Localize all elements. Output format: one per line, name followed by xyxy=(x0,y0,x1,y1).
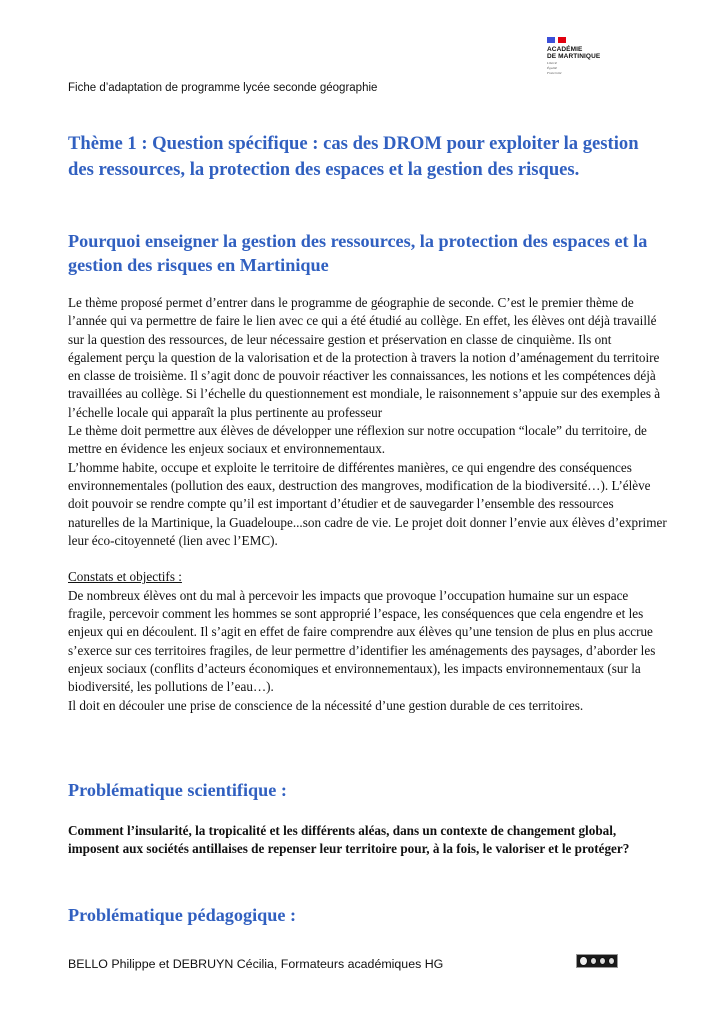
paragraph: De nombreux élèves ont du mal à percevoir les impacts que provoque l’occupation humaine sur un espace fragile, percevoir comment les hommes se sont approprié l’espace, les conséquences que cela engendre et les enjeux qui en découlent. Il s’agit en effet de faire comprendre aux élèves qu’une tension de plus en plus accrue s’exerce sur ces territoires fragiles, de leur permettre d’identifier les aménagements des paysages, d’aborder les enjeux sociaux (conflits d’acteurs économiques et environnementaux), les impacts environnementaux (sur la biodiversité, les pollutions de l’eau…). xyxy=(68,587,656,695)
section-heading-why: Pourquoi enseigner la gestion des ressources, la protection des espaces et la gestion des risques en Martinique xyxy=(68,231,648,275)
cc-by-nc-sa-icon xyxy=(576,954,618,968)
spacer xyxy=(68,550,668,568)
marianne-flag-icon xyxy=(547,37,627,43)
document-title: Thème 1 : Question spécifique : cas des DROM pour exploiter la gestion des ressources, la protection des espaces et la gestion des risques. xyxy=(68,133,639,180)
constats-label: Constats et objectifs : xyxy=(68,569,182,585)
paragraph: Le thème proposé permet d’entrer dans le programme de géographie de seconde. C’est le premier thème de l’année qui va permettre de faire le lien avec ce qui a été étudié au collège. En effet, les élèves ont déjà travaillé sur la question des ressources, de leur nécessaire gestion et préservation en classe de cinquième. Ils ont également perçu la question de la valorisation et de la protection à travers la notion d’aménagement du territoire en classe de troisième. Il s’agit donc de pouvoir réactiver les connaissances, les notions et les compétences déjà travaillées au collège. Si l’échelle du questionnement est mondiale, le raisonnement s’appuie sur des exemples à l’échelle locale qui apparaît la plus pertinente au professeur xyxy=(68,295,661,420)
flag-blue xyxy=(547,37,555,43)
logo-motto-1: Liberté xyxy=(547,61,558,65)
nc-icon xyxy=(599,957,606,965)
heading-problematique-scientifique: Problématique scientifique : xyxy=(68,780,287,800)
logo-line-1: ACADÉMIE xyxy=(547,46,583,53)
body-text xyxy=(68,294,668,715)
paragraph: L’homme habite, occupe et exploite le territoire de différentes manières, ce qui engendre des conséquences environnementales (pollution des eaux, destruction des mangroves, modification de la biodiversité…). L’élève doit pouvoir se rendre compte qu’il est important d’étudier et de sauvegarder l’ensemble des ressources naturelles de la Martinique, la Guadeloupe...son cadre de vie. Le projet doit donner l’envie aux élèves d’exprimer leur éco-citoyenneté (lien avec l’EMC). xyxy=(68,459,667,548)
sa-icon xyxy=(608,957,615,965)
logo-motto-2: Égalité xyxy=(547,66,558,70)
paragraph: Il doit en découler une prise de conscience de la nécessité d’une gestion durable de ces territoires. xyxy=(68,697,584,713)
paragraph: Le thème doit permettre aux élèves de développer une réflexion sur notre occupation “locale” du territoire, de mettre en évidence les enjeux sociaux et environnementaux. xyxy=(68,423,647,457)
footer-authors: BELLO Philippe et DEBRUYN Cécilia, Formateurs académiques HG xyxy=(68,957,444,971)
running-header: Fiche d’adaptation de programme lycée seconde géographie xyxy=(68,82,378,94)
scientific-question: Comment l’insularité, la tropicalité et les différents aléas, dans un contexte de changement global, imposent aux sociétés antillaises de repenser leur territoire pour, à la fois, le valoriser et le protéger? xyxy=(68,823,630,857)
logo-line-2: DE MARTINIQUE xyxy=(547,53,601,60)
logo-motto-3: Fraternité xyxy=(547,71,562,75)
flag-red xyxy=(558,37,566,43)
heading-problematique-pedagogique: Problématique pédagogique : xyxy=(68,905,297,925)
cc-icon xyxy=(579,956,588,966)
by-icon xyxy=(590,957,597,965)
academie-martinique-logo xyxy=(547,37,627,75)
